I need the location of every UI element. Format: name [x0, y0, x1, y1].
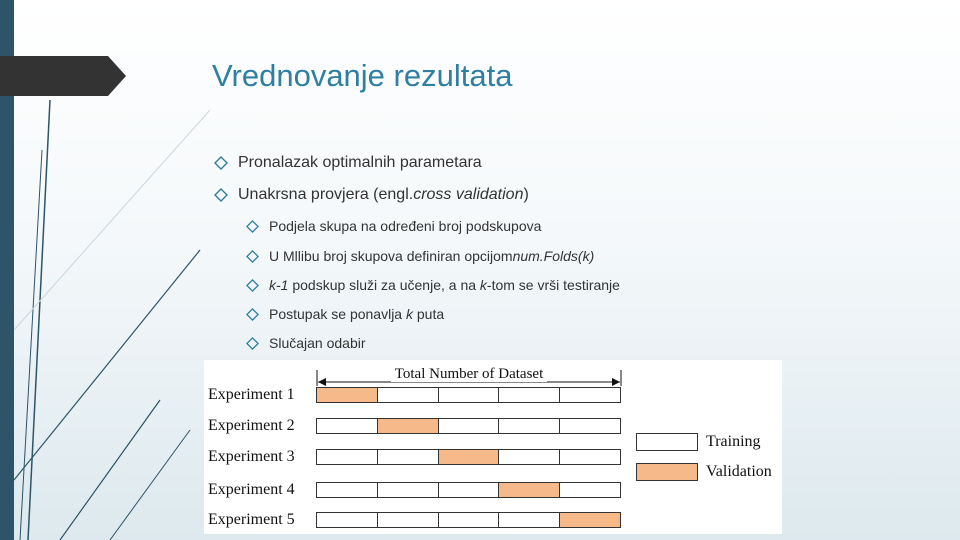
diamond-bullet-icon — [246, 308, 259, 321]
training-fold — [499, 513, 560, 527]
sub-bullet-italic: k — [405, 306, 413, 322]
training-fold — [499, 388, 560, 402]
sub-bullet-italic: k — [479, 277, 487, 293]
sub-bullet-italic: k-1 — [269, 277, 289, 293]
training-fold — [317, 450, 378, 464]
sub-bullet-text: Slučajan odabir — [269, 335, 366, 351]
training-fold — [439, 483, 500, 497]
sub-bullet-text: podskup služi za učenje, a na — [288, 277, 480, 293]
bullet-text-end: ) — [523, 186, 529, 203]
training-fold — [499, 419, 560, 433]
experiment-label: Experiment 5 — [208, 511, 295, 528]
experiment-label: Experiment 3 — [208, 448, 295, 465]
training-fold — [317, 513, 378, 527]
legend-training-swatch — [636, 433, 698, 451]
diamond-bullet-icon — [214, 156, 228, 170]
experiment-label: Experiment 2 — [208, 417, 295, 434]
validation-fold — [317, 388, 378, 402]
validation-fold — [560, 513, 620, 527]
diamond-bullet-icon — [246, 337, 259, 350]
bullet-text: Unakrsna provjera (engl. — [238, 186, 414, 203]
experiment-fold-row — [316, 512, 621, 528]
legend-training-label: Training — [706, 433, 761, 450]
legend-validation-label: Validation — [706, 463, 772, 480]
training-fold — [378, 483, 439, 497]
training-fold — [439, 419, 500, 433]
sub-bullet-text: Postupak se ponavlja — [269, 306, 406, 322]
training-fold — [317, 483, 378, 497]
validation-fold — [499, 483, 560, 497]
sub-bullet-item — [246, 248, 594, 264]
sub-bullet-item — [246, 218, 541, 234]
experiment-label: Experiment 4 — [208, 481, 295, 498]
training-fold — [560, 388, 620, 402]
experiment-fold-row — [316, 449, 621, 465]
training-fold — [378, 450, 439, 464]
total-dataset-label: Total Number of Dataset — [316, 366, 622, 383]
training-fold — [378, 513, 439, 527]
experiment-label: Experiment 1 — [208, 386, 295, 403]
training-fold — [560, 419, 620, 433]
sub-bullet-italic: num.Folds(k) — [512, 248, 595, 264]
title-tab-shape — [0, 56, 126, 96]
bullet-item — [214, 154, 482, 172]
validation-fold — [378, 419, 439, 433]
legend-validation-swatch — [636, 463, 698, 481]
training-fold — [560, 483, 620, 497]
experiment-fold-row — [316, 418, 621, 434]
cross-validation-diagram — [204, 360, 782, 534]
bullet-text: Pronalazak optimalnih parametara — [238, 154, 482, 171]
experiment-fold-row — [316, 387, 621, 403]
sub-bullet-text-end: -tom se vrši testiranje — [486, 277, 620, 293]
diamond-bullet-icon — [246, 279, 259, 292]
experiment-fold-row — [316, 482, 621, 498]
diamond-bullet-icon — [214, 188, 228, 202]
training-fold — [317, 419, 378, 433]
diamond-bullet-icon — [246, 250, 259, 263]
diamond-bullet-icon — [246, 220, 259, 233]
sub-bullet-item — [246, 277, 620, 293]
training-fold — [378, 388, 439, 402]
validation-fold — [439, 450, 500, 464]
sub-bullet-text: U Mllibu broj skupova definiran opcijom — [269, 248, 513, 264]
sub-bullet-item — [246, 335, 366, 351]
training-fold — [439, 388, 500, 402]
sub-bullet-text: Podjela skupa na određeni broj podskupova — [269, 218, 542, 234]
training-fold — [560, 450, 620, 464]
sub-bullet-text-end: puta — [412, 306, 445, 322]
training-fold — [499, 450, 560, 464]
training-fold — [439, 513, 500, 527]
sub-bullet-item — [246, 306, 444, 322]
page-title: Vrednovanje rezultata — [212, 58, 513, 93]
bullet-item — [214, 186, 529, 204]
bullet-italic: cross validation — [413, 186, 524, 203]
